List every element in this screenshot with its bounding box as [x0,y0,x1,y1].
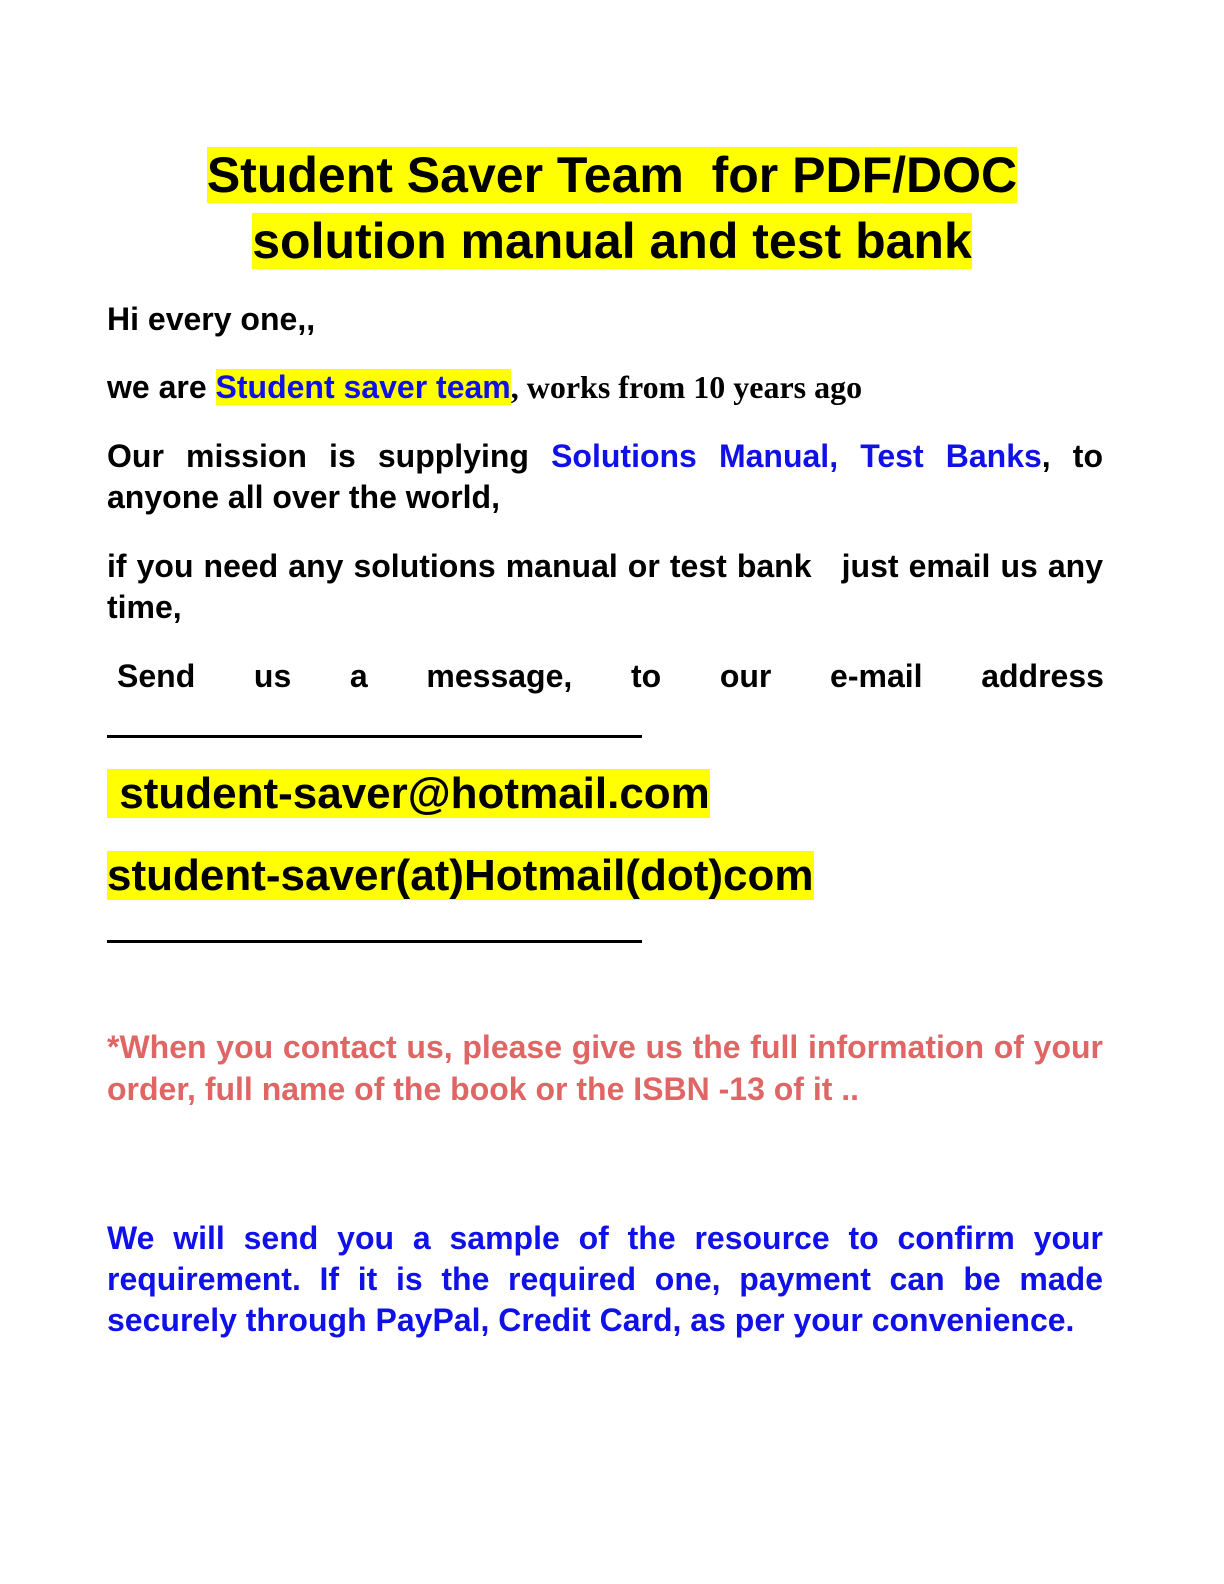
team-name-highlight: Student saver team [215,369,511,405]
closing-paragraph: We will send you a sample of the resource to confirm your requirement. If it is the required one, payment can be made securely through PayPal, Credit Card, as per your convenience. [107,1220,1103,1338]
divider-bottom [107,940,642,943]
send-line-word: address [981,658,1104,694]
request-paragraph: if you need any solutions manual or test bank just email us any time, [107,548,1112,625]
greeting: Hi every one,, [107,301,316,337]
email-alternate-text: student-saver(at)Hotmail(dot)com [107,851,814,900]
mission-paragraph [107,436,1103,518]
divider-top [107,735,642,738]
intro-paragraph [107,367,1103,408]
send-line-word: message, [426,658,573,694]
intro-suffix: , works from 10 years ago [510,369,863,405]
intro-prefix: we are [107,369,216,405]
order-info-note: *When you contact us, please give us the full information of your order, full name of the book or the ISBN -13 of it .. [107,1029,1103,1107]
send-line-word: a [349,658,368,694]
email-primary-text: student-saver@hotmail.com [107,769,710,818]
send-line-word: our [719,658,772,694]
title-line-2: solution manual and test bank [252,213,972,269]
send-line-word: us [253,658,292,694]
mission-suffix: , to anyone all over the world, [107,438,1104,515]
email-address-alternate [107,848,814,904]
email-address-primary [107,766,710,822]
send-line-word: Send [117,658,196,694]
mission-products: Solutions Manual, Test Banks [551,438,1042,474]
send-line-word: to [630,658,662,694]
send-message-line [117,656,1104,697]
mission-prefix: Our mission is supplying [107,438,552,474]
send-line-word: e-mail [830,658,923,694]
title-line-1: Student Saver Team for PDF/DOC [206,147,1018,203]
page-title [0,142,1224,274]
